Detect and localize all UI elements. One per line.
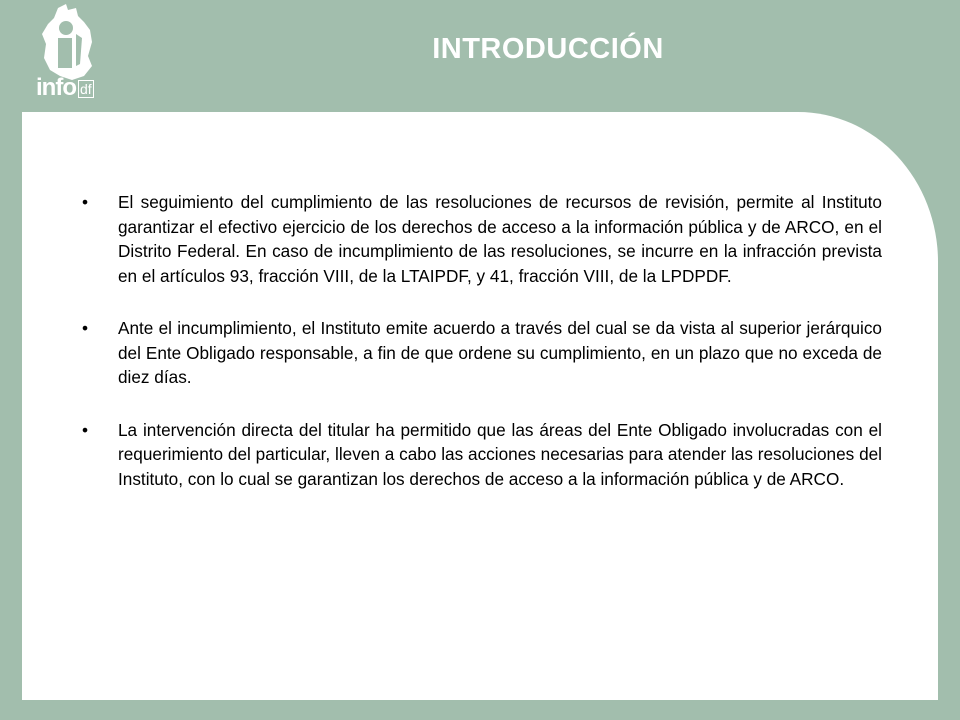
bullet-item [82, 316, 882, 390]
bullet-item [82, 418, 882, 492]
logo-badge: df [79, 80, 92, 97]
bullet-text: Ante el incumplimiento, el Instituto emite acuerdo a través del cual se da vista al superior jerárquico del Ente Obligado responsable, a fin de que ordene su cumplimiento, en un plazo que no exceda de diez días. [118, 318, 882, 387]
bullet-list [82, 190, 882, 519]
bullet-marker: • [82, 192, 89, 212]
bullet-text: La intervención directa del titular ha permitido que las áreas del Ente Obligado involucradas con el requerimiento del particular, lleven a cabo las acciones necesarias para atender las resoluciones del Instituto, con lo cual se garantizan los derechos de acceso a la información pública y de ARCO. [118, 419, 882, 489]
page-title: INTRODUCCIÓN [432, 33, 664, 65]
bullet-marker: • [82, 318, 89, 338]
bullet-marker: • [82, 419, 89, 440]
logo-wordmark [36, 74, 94, 102]
bullet-text: El seguimiento del cumplimiento de las resoluciones de recursos de revisión, permite al Instituto garantizar el efectivo ejercicio de los derechos de acceso a la información pública y de ARCO, en el Distrito Federal. En caso de incumplimiento de las resoluciones, se incurre en la infracción prevista en el artículos 93, fracción VIII, de la LTAIPDF, y 41, fracción VIII, de la LPDPDF. [118, 192, 882, 286]
logo-text: info [36, 74, 76, 101]
bullet-item [82, 190, 882, 288]
